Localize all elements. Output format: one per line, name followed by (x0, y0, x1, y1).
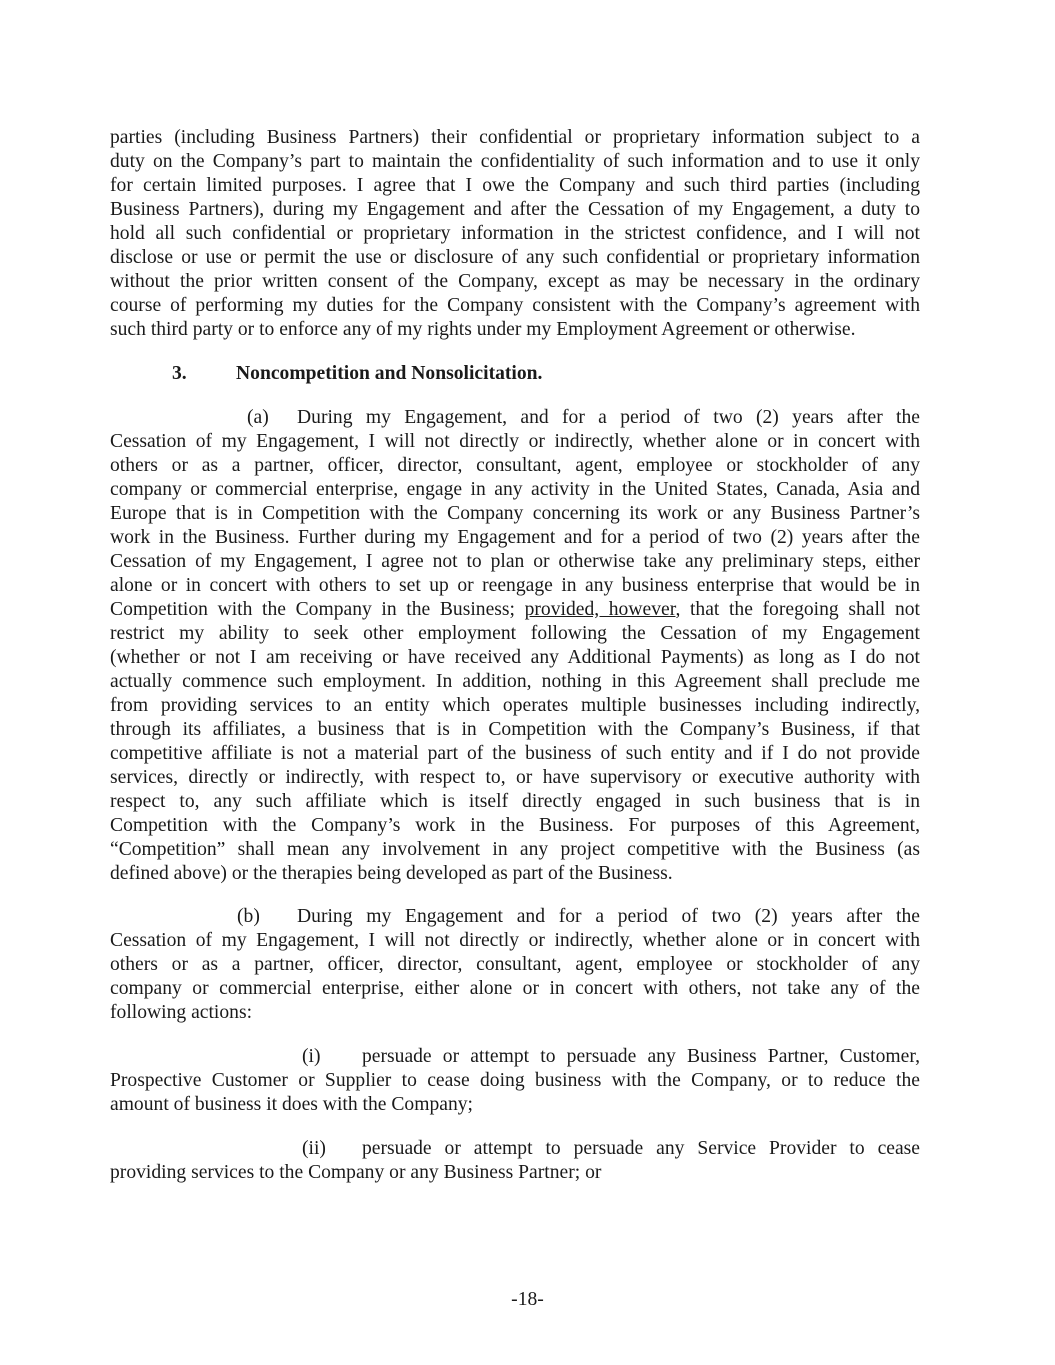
paragraph-a-line: Competition with the Company’s work in the Business. For purposes of this Agreement, (110, 815, 920, 836)
paragraph-i-line: Prospective Customer or Supplier to cease doing business with the Company, or to reduce the (110, 1070, 920, 1091)
paragraph-i-first-line (110, 1045, 920, 1069)
page-number: -18- (511, 1289, 544, 1310)
section-heading (172, 362, 542, 386)
paragraph-b-line: following actions: (110, 1002, 253, 1023)
intro-line: such third party or to enforce any of my rights under my Employment Agreement or otherwise. (110, 319, 856, 340)
paragraph-i-label: (i) (302, 1046, 321, 1067)
paragraph-b-line: others or as a partner, officer, director, consultant, agent, employee or stockholder of any (110, 954, 920, 975)
paragraph-i (110, 1045, 920, 1117)
paragraph-a-line: defined above) or the therapies being developed as part of the Business. (110, 863, 673, 884)
paragraph-a-label: (a) (247, 407, 269, 428)
intro-paragraph (110, 126, 920, 342)
intro-line: for certain limited purposes. I agree that I owe the Company and such third parties (including (110, 175, 920, 196)
paragraph-b (110, 905, 920, 1025)
paragraph-a-line: restrict my ability to seek other employment following the Cessation of my Engagement (110, 623, 920, 644)
paragraph-a-line: company or commercial enterprise, engage in any activity in the United States, Canada, Asia and (110, 479, 920, 500)
paragraph-a-line: others or as a partner, officer, director, consultant, agent, employee or stockholder of any (110, 455, 920, 476)
provided-however-underlined: provided, however (524, 599, 676, 620)
paragraph-a-first-text: During my Engagement, and for a period of two (2) years after the (297, 407, 920, 428)
paragraph-ii-first-line (110, 1137, 920, 1161)
paragraph-a-line: through its affiliates, a business that is in Competition with the Company’s Business, if that (110, 719, 920, 740)
intro-line: hold all such confidential or proprietary information in the strictest confidence, and I will not (110, 223, 920, 244)
provided-pre: Competition with the Company in the Business; (110, 599, 525, 620)
paragraph-a-line: services, directly or indirectly, with respect to, or have supervisory or executive authority with (110, 767, 920, 788)
paragraph-a-line: actually commence such employment. In addition, nothing in this Agreement shall preclude me (110, 671, 920, 692)
paragraph-b-line: company or commercial enterprise, either alone or in concert with others, not take any of the (110, 978, 920, 999)
section-number: 3. (172, 363, 187, 384)
provided-post: , that the foregoing shall not (675, 599, 920, 620)
paragraph-ii-first-text: persuade or attempt to persuade any Service Provider to cease (362, 1138, 920, 1159)
intro-line: Business Partners), during my Engagement and after the Cessation of my Engagement, a duty to (110, 199, 920, 220)
section-title: Noncompetition and Nonsolicitation. (236, 363, 543, 384)
paragraph-a-line: “Competition” shall mean any involvement in any project competitive with the Business (as (110, 839, 920, 860)
paragraph-a-line: Europe that is in Competition with the Company concerning its work or any Business Partner’s (110, 503, 920, 524)
paragraph-ii-line: providing services to the Company or any Business Partner; or (110, 1162, 602, 1183)
paragraph-a-provided-line (110, 598, 920, 622)
paragraph-a-line: respect to, any such affiliate which is itself directly engaged in such business that is in (110, 791, 920, 812)
paragraph-a-line: competitive affiliate is not a material part of the business of such entity and if I do not provide (110, 743, 920, 764)
intro-line: without the prior written consent of the Company, except as may be necessary in the ordinary (110, 271, 920, 292)
paragraph-a-first-line (110, 406, 920, 430)
paragraph-a (110, 406, 920, 886)
paragraph-b-first-line (110, 905, 920, 929)
paragraph-ii-label: (ii) (302, 1138, 326, 1159)
paragraph-a-line: Cessation of my Engagement, I will not directly or indirectly, whether alone or in concert with (110, 431, 920, 452)
paragraph-a-line: Cessation of my Engagement, I agree not to plan or otherwise take any preliminary steps, either (110, 551, 920, 572)
paragraph-i-line: amount of business it does with the Company; (110, 1094, 474, 1115)
paragraph-b-label: (b) (237, 906, 260, 927)
paragraph-a-line: from providing services to an entity which operates multiple businesses including indirectly, (110, 695, 920, 716)
paragraph-a-line: alone or in concert with others to set up or reengage in any business enterprise that would be in (110, 575, 920, 596)
paragraph-b-line: Cessation of my Engagement, I will not directly or indirectly, whether alone or in concert with (110, 930, 920, 951)
intro-line: duty on the Company’s part to maintain the confidentiality of such information and to use it only (110, 151, 920, 172)
paragraph-i-first-text: persuade or attempt to persuade any Business Partner, Customer, (362, 1046, 920, 1067)
paragraph-ii (110, 1137, 920, 1185)
intro-line: disclose or use or permit the use or disclosure of any such confidential or proprietary information (110, 247, 920, 268)
paragraph-a-line: work in the Business. Further during my Engagement and for a period of two (2) years after the (110, 527, 920, 548)
intro-line: course of performing my duties for the Company consistent with the Company’s agreement with (110, 295, 920, 316)
intro-line: parties (including Business Partners) their confidential or proprietary information subject to a (110, 127, 920, 148)
paragraph-b-first-text: During my Engagement and for a period of two (2) years after the (297, 906, 920, 927)
paragraph-a-line: (whether or not I am receiving or have received any Additional Payments) as long as I do not (110, 647, 920, 668)
